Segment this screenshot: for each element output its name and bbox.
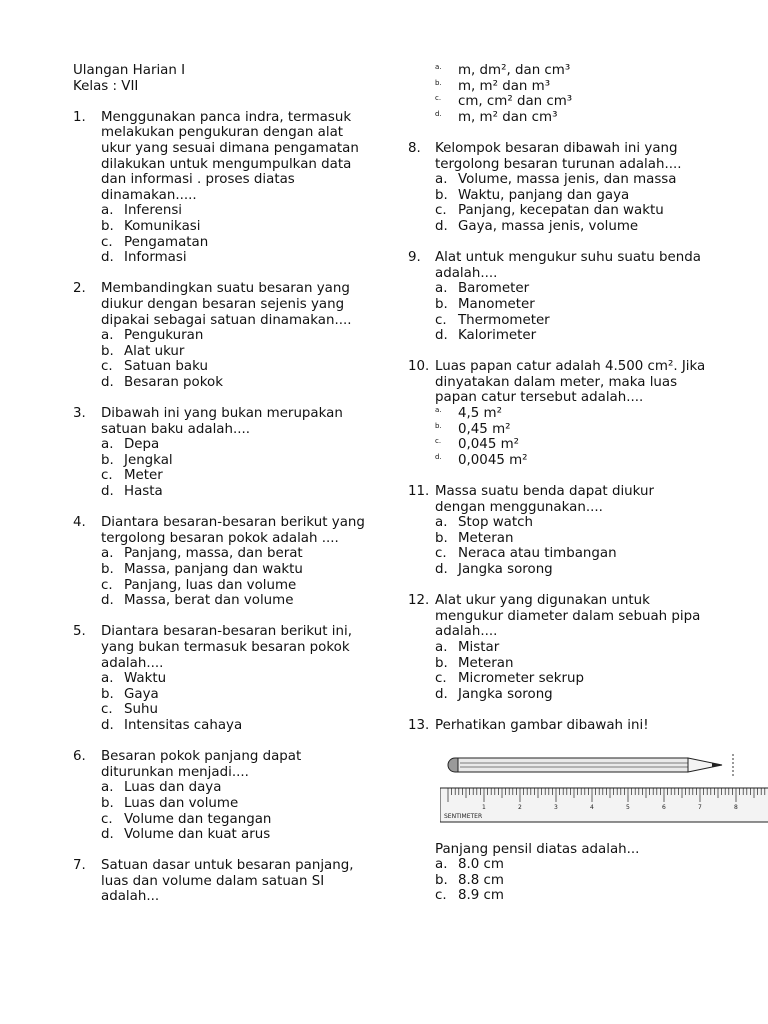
question-number: 2. bbox=[73, 281, 86, 297]
option-text: 0,045 m² bbox=[458, 437, 520, 453]
question-item bbox=[73, 281, 373, 390]
option-letter: b. bbox=[435, 872, 448, 888]
option-letter: a. bbox=[101, 671, 114, 687]
answer-option bbox=[101, 593, 373, 609]
answer-option bbox=[101, 235, 373, 251]
ruler-number: 2 bbox=[518, 803, 522, 811]
question-text: Besaran pokok panjang dapat diturunkan menjadi.... bbox=[101, 749, 302, 780]
question-text: Luas papan catur adalah 4.500 cm². Jika dinyatakan dalam meter, maka luas papan catur tersebut adalah.... bbox=[435, 359, 706, 406]
ruler-number: 1 bbox=[482, 803, 486, 811]
answer-option bbox=[101, 780, 373, 796]
option-text: Pengamatan bbox=[124, 234, 209, 250]
question-10 bbox=[408, 359, 708, 468]
option-letter: d. bbox=[435, 562, 448, 577]
answer-option bbox=[101, 484, 373, 500]
option-letter: a. bbox=[435, 172, 448, 188]
option-letter: b. bbox=[101, 562, 114, 577]
option-letter: c. bbox=[435, 546, 447, 562]
answer-option bbox=[435, 79, 708, 95]
question-text: Perhatikan gambar dibawah ini! bbox=[435, 717, 649, 733]
question-item bbox=[73, 858, 373, 905]
answer-option bbox=[435, 63, 708, 79]
answer-option bbox=[435, 188, 708, 204]
option-text: Gaya bbox=[124, 686, 159, 702]
option-text: Meter bbox=[124, 468, 163, 484]
option-text: Jangka sorong bbox=[458, 686, 553, 702]
answer-option bbox=[101, 578, 373, 594]
pencil-ruler-svg bbox=[440, 746, 768, 826]
option-letter: d. bbox=[101, 593, 114, 609]
option-text: Hasta bbox=[124, 484, 163, 500]
option-letter: a. bbox=[435, 857, 448, 873]
question-text: Dibawah ini yang bukan merupakan satuan baku adalah.... bbox=[101, 406, 343, 437]
option-text: 0,45 m² bbox=[458, 421, 511, 437]
answer-option bbox=[101, 468, 373, 484]
answer-option bbox=[101, 702, 373, 718]
answer-option bbox=[435, 406, 708, 422]
answer-option bbox=[101, 562, 373, 578]
option-letter: b. bbox=[435, 78, 442, 87]
option-letter: a. bbox=[435, 515, 448, 531]
option-letter: d. bbox=[101, 374, 114, 390]
option-text: 4,5 m² bbox=[458, 406, 502, 422]
option-letter: a. bbox=[101, 203, 114, 219]
answer-option bbox=[435, 857, 708, 873]
option-text: Barometer bbox=[458, 281, 530, 297]
option-letter: d. bbox=[435, 452, 442, 461]
ruler-number: 7 bbox=[698, 803, 702, 811]
option-letter: b. bbox=[101, 686, 114, 702]
answer-option bbox=[435, 687, 708, 703]
option-letter: a. bbox=[435, 406, 442, 415]
option-letter: c. bbox=[435, 671, 447, 687]
question-number: 10. bbox=[408, 359, 430, 375]
option-letter: c. bbox=[101, 577, 113, 593]
right-questions-2 bbox=[408, 484, 708, 702]
answer-option bbox=[101, 827, 373, 843]
question-item bbox=[408, 250, 708, 344]
option-text: Stop watch bbox=[458, 515, 533, 531]
answer-option bbox=[435, 297, 708, 313]
question-item bbox=[73, 749, 373, 843]
option-text: Pengukuran bbox=[124, 328, 204, 344]
answer-option bbox=[101, 344, 373, 360]
question-prompt: Panjang pensil diatas adalah... bbox=[435, 841, 640, 857]
option-text: Luas dan volume bbox=[124, 795, 239, 811]
right-questions bbox=[408, 141, 708, 344]
option-letter: b. bbox=[101, 343, 114, 359]
answer-option bbox=[101, 359, 373, 375]
question-number: 9. bbox=[408, 250, 421, 266]
option-letter: a. bbox=[101, 780, 114, 796]
option-text: Inferensi bbox=[124, 203, 183, 219]
left-questions bbox=[73, 110, 373, 905]
answer-option bbox=[101, 671, 373, 687]
option-text: 0,0045 m² bbox=[458, 452, 528, 468]
option-text: 8.8 cm bbox=[458, 872, 504, 888]
q7-options bbox=[435, 63, 708, 125]
option-text: Depa bbox=[124, 437, 160, 453]
answer-option bbox=[435, 281, 708, 297]
option-text: Panjang, luas dan volume bbox=[124, 577, 297, 593]
option-text: Volume dan kuat arus bbox=[124, 827, 271, 843]
question-text: Kelompok besaran dibawah ini yang tergolong besaran turunan adalah.... bbox=[435, 140, 682, 172]
question-text: Alat ukur yang digunakan untuk mengukur diameter dalam sebuah pipa adalah.... bbox=[435, 593, 701, 640]
question-number: 3. bbox=[73, 406, 86, 422]
answer-option bbox=[101, 453, 373, 469]
question-number: 11. bbox=[408, 484, 430, 500]
option-text: Volume, massa jenis, dan massa bbox=[458, 172, 677, 188]
option-letter: a. bbox=[101, 328, 114, 344]
question-item bbox=[73, 406, 373, 500]
option-letter: b. bbox=[101, 795, 114, 811]
option-text: Neraca atau timbangan bbox=[458, 546, 617, 562]
question-text: Menggunakan panca indra, termasuk melakukan pengukuran dengan alat ukur yang sesuai dimana pengamatan dilakukan untuk mengumpulkan data dan informasi . proses diatas dinamakan..... bbox=[101, 109, 359, 203]
ruler-number: 5 bbox=[626, 803, 630, 811]
option-letter: a. bbox=[101, 546, 114, 562]
option-letter: c. bbox=[435, 94, 442, 103]
question-number: 13. bbox=[408, 717, 430, 733]
option-letter: d. bbox=[435, 686, 448, 702]
answer-option bbox=[435, 640, 708, 656]
question-text: Alat untuk mengukur suhu suatu benda adalah.... bbox=[435, 250, 701, 281]
option-letter: c. bbox=[435, 312, 447, 328]
question-text: Diantara besaran-besaran berikut ini, yang bukan termasuk besaran pokok adalah.... bbox=[101, 624, 352, 671]
option-letter: d. bbox=[101, 827, 114, 843]
answer-option bbox=[435, 422, 708, 438]
answer-option bbox=[101, 718, 373, 734]
option-text: Volume dan tegangan bbox=[124, 811, 272, 827]
option-text: Manometer bbox=[458, 296, 535, 312]
option-letter: b. bbox=[101, 452, 114, 468]
option-text: m, dm², dan cm³ bbox=[458, 63, 571, 78]
answer-option bbox=[435, 546, 708, 562]
question-text: Satuan dasar untuk besaran panjang, luas dan volume dalam satuan SI adalah... bbox=[101, 858, 354, 905]
option-letter: b. bbox=[435, 530, 448, 546]
pencil-ruler-figure bbox=[440, 746, 768, 826]
question-number: 1. bbox=[73, 109, 86, 125]
question-item bbox=[73, 624, 373, 733]
ruler-unit-label: SENTIMETER bbox=[444, 812, 483, 820]
pencil-icon bbox=[448, 754, 733, 778]
answer-option bbox=[101, 796, 373, 812]
answer-option bbox=[435, 562, 708, 578]
answer-option bbox=[435, 873, 708, 889]
option-letter: c. bbox=[101, 702, 113, 718]
option-letter: d. bbox=[101, 484, 114, 500]
answer-option bbox=[435, 888, 708, 904]
answer-option bbox=[435, 110, 708, 126]
answer-option bbox=[435, 172, 708, 188]
option-text: m, m² dan cm³ bbox=[458, 109, 558, 125]
option-text: Waktu bbox=[124, 671, 167, 687]
option-text: Informasi bbox=[124, 250, 187, 266]
answer-option bbox=[435, 437, 708, 453]
ruler-number: 4 bbox=[590, 803, 594, 811]
ruler-number: 6 bbox=[662, 803, 666, 811]
option-text: Besaran pokok bbox=[124, 374, 223, 390]
question-item bbox=[408, 484, 708, 578]
question-text: Massa suatu benda dapat diukur dengan menggunakan.... bbox=[435, 484, 654, 515]
answer-option bbox=[435, 656, 708, 672]
q13-options bbox=[435, 857, 708, 904]
answer-option bbox=[101, 375, 373, 391]
question-item bbox=[73, 110, 373, 266]
question-13 bbox=[408, 717, 738, 904]
option-text: Micrometer sekrup bbox=[458, 671, 585, 687]
option-text: Satuan baku bbox=[124, 359, 208, 375]
answer-option bbox=[101, 219, 373, 235]
option-letter: d. bbox=[435, 218, 448, 234]
answer-option bbox=[101, 687, 373, 703]
right-column bbox=[408, 63, 738, 904]
question-item bbox=[408, 141, 708, 235]
answer-option bbox=[435, 671, 708, 687]
option-letter: b. bbox=[435, 296, 448, 312]
question-item bbox=[73, 515, 373, 609]
option-text: 8.0 cm bbox=[458, 857, 504, 873]
question-item bbox=[408, 359, 708, 468]
worksheet-title: Ulangan Harian I bbox=[73, 63, 186, 78]
option-letter: a. bbox=[435, 639, 448, 655]
answer-option bbox=[101, 437, 373, 453]
option-letter: b. bbox=[101, 218, 114, 234]
option-text: cm, cm² dan cm³ bbox=[458, 94, 573, 110]
question-number: 6. bbox=[73, 749, 86, 765]
option-letter: c. bbox=[435, 437, 442, 446]
class-label: Kelas : VII bbox=[73, 78, 139, 94]
option-letter: d. bbox=[435, 109, 442, 118]
option-text: 8.9 cm bbox=[458, 888, 504, 904]
option-letter: c. bbox=[435, 888, 447, 904]
option-text: Meteran bbox=[458, 655, 514, 671]
left-column bbox=[73, 63, 373, 905]
answer-option bbox=[435, 94, 708, 110]
option-text: Gaya, massa jenis, volume bbox=[458, 218, 639, 234]
option-text: Massa, panjang dan waktu bbox=[124, 562, 303, 577]
answer-option bbox=[435, 515, 708, 531]
answer-option bbox=[435, 313, 708, 329]
option-letter: c. bbox=[101, 234, 113, 250]
option-text: Jengkal bbox=[124, 452, 173, 468]
option-letter: b. bbox=[435, 655, 448, 671]
option-letter: b. bbox=[435, 421, 442, 430]
question-text: Membandingkan suatu besaran yang diukur dengan besaran sejenis yang dipakai sebagai satuan dinamakan.... bbox=[101, 281, 352, 328]
option-letter: d. bbox=[101, 717, 114, 733]
option-letter: a. bbox=[435, 281, 448, 297]
option-text: Thermometer bbox=[458, 312, 550, 328]
option-text: Kalorimeter bbox=[458, 328, 537, 344]
answer-option bbox=[435, 328, 708, 344]
option-text: Intensitas cahaya bbox=[124, 717, 243, 733]
answer-option bbox=[435, 203, 708, 219]
question-text: Diantara besaran-besaran berikut yang tergolong besaran pokok adalah .... bbox=[101, 515, 365, 546]
ruler-number: 8 bbox=[734, 803, 738, 811]
option-text: Komunikasi bbox=[124, 218, 201, 234]
option-letter: c. bbox=[435, 203, 447, 219]
option-text: Luas dan daya bbox=[124, 780, 222, 796]
option-letter: a. bbox=[101, 437, 114, 453]
option-text: Suhu bbox=[124, 702, 158, 718]
option-text: Massa, berat dan volume bbox=[124, 593, 294, 609]
answer-option bbox=[435, 453, 708, 469]
option-text: Meteran bbox=[458, 530, 514, 546]
option-text: Panjang, kecepatan dan waktu bbox=[458, 203, 664, 219]
question-number: 5. bbox=[73, 624, 86, 640]
answer-option bbox=[101, 328, 373, 344]
question-number: 4. bbox=[73, 515, 86, 531]
question-number: 12. bbox=[408, 593, 430, 609]
answer-option bbox=[101, 546, 373, 562]
option-letter: b. bbox=[435, 187, 448, 203]
option-text: Waktu, panjang dan gaya bbox=[458, 187, 630, 203]
option-letter: c. bbox=[101, 468, 113, 484]
option-text: m, m² dan m³ bbox=[458, 78, 551, 94]
option-text: Panjang, massa, dan berat bbox=[124, 546, 303, 562]
answer-option bbox=[435, 219, 708, 235]
answer-option bbox=[101, 812, 373, 828]
answer-option bbox=[101, 203, 373, 219]
ruler-number: 3 bbox=[554, 803, 558, 811]
option-letter: d. bbox=[101, 250, 114, 266]
ruler-icon bbox=[440, 788, 768, 822]
option-text: Alat ukur bbox=[124, 343, 185, 359]
option-letter: a. bbox=[435, 63, 442, 71]
answer-option bbox=[435, 531, 708, 547]
answer-option bbox=[101, 250, 373, 266]
question-number: 7. bbox=[73, 858, 86, 874]
option-text: Mistar bbox=[458, 639, 500, 655]
option-letter: c. bbox=[101, 359, 113, 375]
question-item bbox=[408, 593, 708, 702]
question-number: 8. bbox=[408, 140, 421, 156]
option-letter: d. bbox=[435, 328, 448, 344]
option-letter: c. bbox=[101, 811, 113, 827]
option-text: Jangka sorong bbox=[458, 562, 553, 577]
